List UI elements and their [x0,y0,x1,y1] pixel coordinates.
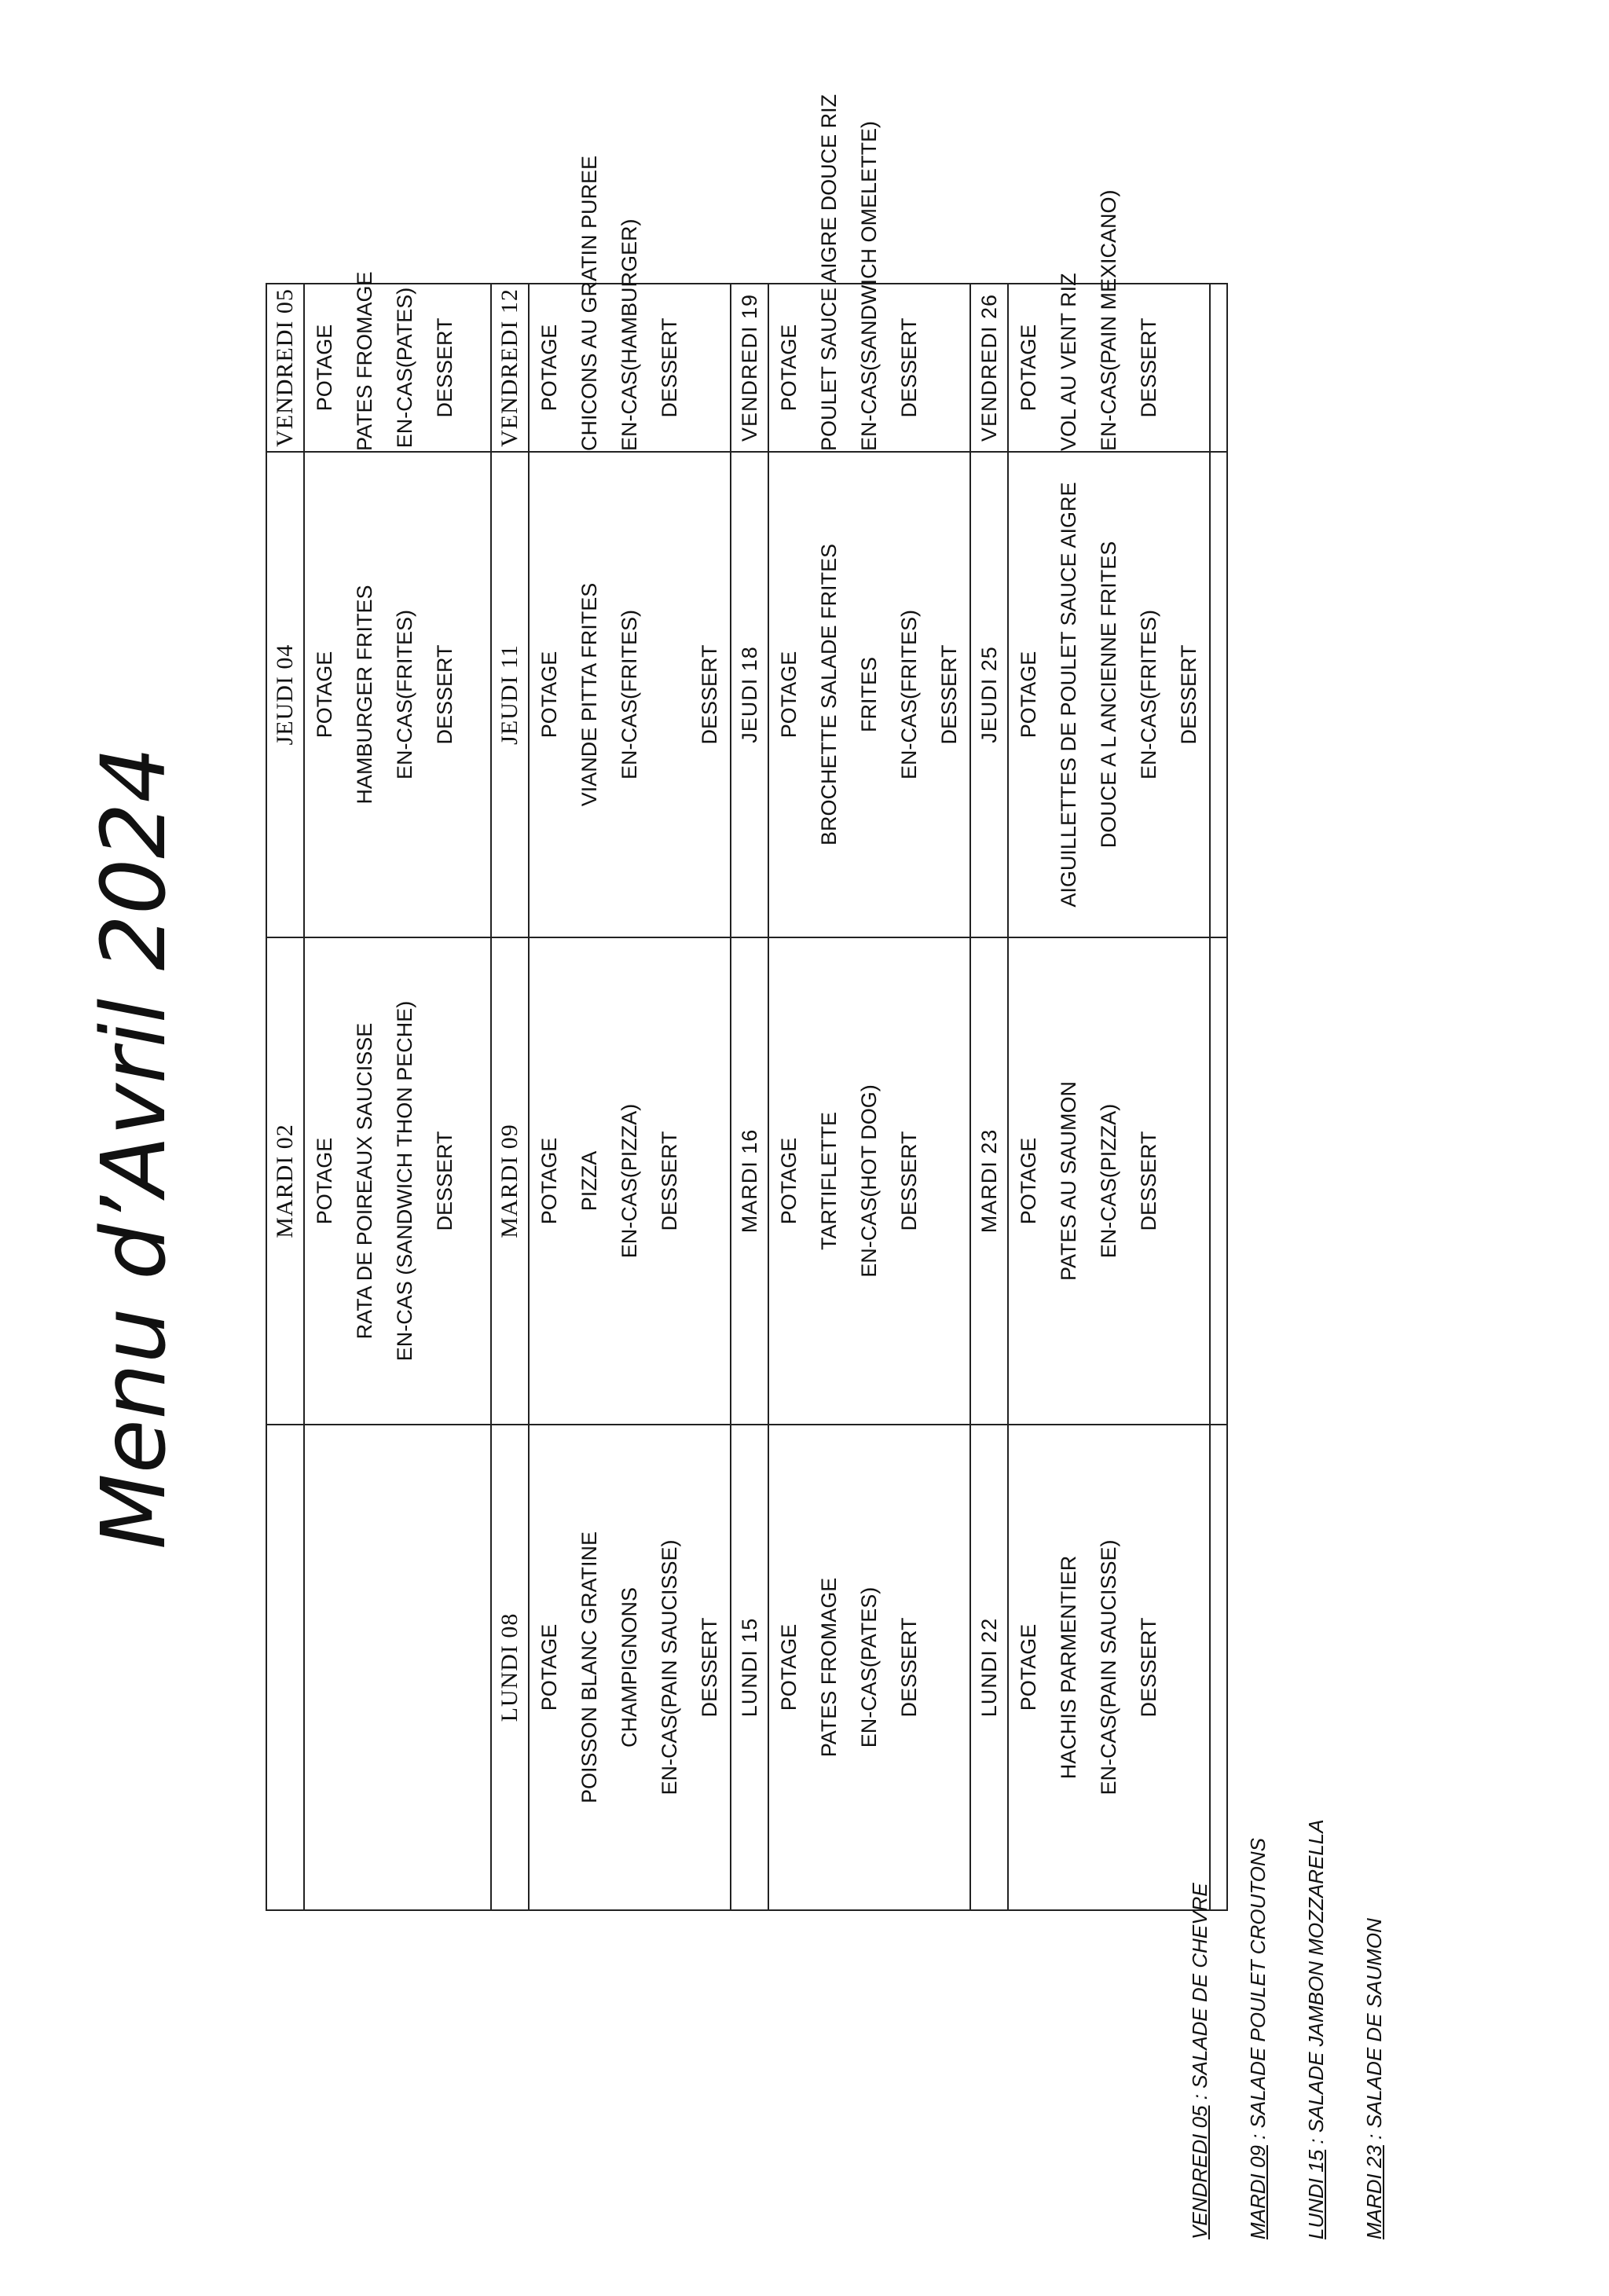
empty-cell [1210,452,1227,937]
day-label [266,1425,304,1910]
menu-item: DESSERT [897,317,921,418]
salad-note: MARDI 23 : SALADE DE SAUMON [1362,1918,1386,2239]
day-label: JEUDI 04 [266,452,304,937]
menu-item: DESSERT [1137,1131,1160,1231]
day-label: MARDI 09 [491,937,529,1425]
menu-item: POTAGE [1017,324,1040,412]
menu-item: DESSERT [1137,317,1160,418]
menu-item: DESSERT [698,1617,721,1718]
week-header-row [266,284,304,1910]
menu-item: CHICONS AU GRATIN PUREE [577,155,601,451]
menu-item: POTAGE [1017,1623,1040,1711]
week-menu-row [529,284,731,1910]
menu-item: EN-CAS(PIZZA) [618,1103,641,1259]
menu-item: EN-CAS(PAIN MEXICANO) [1097,189,1120,451]
page-title: Menu d’Avril 2024 [83,746,185,1550]
day-label: VENDREDI 26 [970,284,1008,452]
menu-item: BROCHETTE SALADE FRITES [817,543,841,846]
menu-item: EN-CAS(PATES) [857,1586,881,1748]
day-menu [304,452,491,937]
day-menu [304,1425,491,1910]
menu-item [650,453,690,937]
menu-item: TARTIFLETTE [817,1112,841,1251]
day-menu [529,1425,731,1910]
week-header-row [731,284,768,1910]
menu-item: POTAGE [537,1137,561,1225]
empty-row [1210,284,1227,1910]
day-label: MARDI 23 [970,937,1008,1425]
day-menu [768,452,970,937]
menu-item: POTAGE [777,1623,801,1711]
menu-item: EN-CAS (SANDWICH THON PECHE) [393,1000,416,1362]
salad-note: LUNDI 15 : SALADE JAMBON MOZZARELLA [1304,1819,1328,2239]
day-label: LUNDI 22 [970,1425,1008,1910]
week-menu-row [1008,284,1210,1910]
menu-item: DESSERT [897,1131,921,1231]
menu-item: PIZZA [577,1150,601,1212]
day-menu [529,452,731,937]
menu-item: POTAGE [537,324,561,412]
menu-item: DESSERT [658,317,681,418]
menu-item: HAMBURGER FRITES [353,585,376,805]
menu-item: PATES FROMAGE [353,271,376,451]
menu-item: POTAGE [313,651,336,739]
day-label: LUNDI 08 [491,1425,529,1910]
menu-item: DESSERT [658,1131,681,1231]
menu-item: POTAGE [777,324,801,412]
menu-item: EN-CAS(FRITES) [393,610,416,779]
day-label: JEUDI 18 [731,452,768,937]
menu-item: DESSERT [433,1131,456,1231]
menu-item: DESSERT [897,1617,921,1718]
menu-item: HACHIS PARMENTIER [1057,1555,1080,1780]
day-label: VENDREDI 19 [731,284,768,452]
salad-note: MARDI 09 : SALADE POULET CROUTONS [1246,1838,1270,2239]
menu-item: DOUCE A L ANCIENNE FRITES [1097,541,1120,849]
menu-item: POTAGE [777,1137,801,1225]
menu-item: VOL AU VENT RIZ [1057,273,1080,451]
menu-item: VIANDE PITTA FRITES [577,582,601,807]
menu-item: EN-CAS(FRITES) [897,610,921,779]
empty-cell [1210,284,1227,452]
menu-item: PATES AU SAUMON [1057,1080,1080,1282]
day-menu [1008,937,1210,1425]
menu-item: DESSERT [937,644,961,745]
day-label: JEUDI 25 [970,452,1008,937]
menu-table [266,94,1228,1911]
day-menu [1008,452,1210,937]
menu-item: POTAGE [313,324,336,412]
menu-item: EN-CAS(PIZZA) [1097,1103,1120,1259]
salad-notes [1171,1819,1403,2239]
menu-item: DESSERT [433,317,456,418]
menu-item: POTAGE [537,1623,561,1711]
salad-note: VENDREDI 05 : SALADE DE CHEVRE [1188,1883,1211,2239]
menu-item: EN-CAS(SANDWICH OMELETTE) [857,120,881,451]
menu-item: CHAMPIGNONS [618,1586,641,1748]
week-menu-row [304,284,491,1910]
day-label: VENDREDI 05 [266,284,304,452]
day-menu [529,937,731,1425]
menu-item: RATA DE POIREAUX SAUCISSE [353,1022,376,1340]
menu-item: EN-CAS(HOT DOG) [857,1084,881,1278]
menu-item: POISSON BLANC GRATINE [577,1531,601,1804]
menu-item: FRITES [857,657,881,733]
menu-item: EN-CAS(FRITES) [1137,610,1160,779]
menu-item: POTAGE [1017,651,1040,739]
menu-item: EN-CAS(PAIN SAUCISSE) [658,1539,681,1795]
day-menu [768,94,970,452]
day-label: MARDI 16 [731,937,768,1425]
week-header-row [491,284,529,1910]
day-label: MARDI 02 [266,937,304,1425]
day-label: LUNDI 15 [731,1425,768,1910]
day-menu [768,1425,970,1910]
menu-item: EN-CAS(PAIN SAUCISSE) [1097,1539,1120,1795]
menu-item: EN-CAS(HAMBURGER) [618,218,641,451]
menu-item: POTAGE [537,651,561,739]
day-menu [529,155,731,452]
empty-cell [1210,937,1227,1425]
menu-item: DESSERT [1177,644,1200,745]
day-menu [768,937,970,1425]
week-header-row [970,284,1008,1910]
menu-item: DESSERT [698,644,721,745]
menu-item: POTAGE [1017,1137,1040,1225]
menu-item: EN-CAS(FRITES) [618,610,641,779]
menu-item: DESSERT [433,644,456,745]
menu-item: POTAGE [777,651,801,739]
day-label: VENDREDI 12 [491,284,529,452]
day-label: JEUDI 11 [491,452,529,937]
menu-item: DESSERT [1137,1617,1160,1718]
menu-item: POULET SAUCE AIGRE DOUCE RIZ [817,94,841,451]
week-menu-row [768,284,970,1910]
menu-item: EN-CAS(PATES) [393,287,416,449]
menu-item: AIGUILLETTES DE POULET SAUCE AIGRE [1057,482,1080,908]
day-menu [304,937,491,1425]
day-menu [304,271,491,452]
menu-item: POTAGE [313,1137,336,1225]
day-menu [1008,189,1210,452]
menu-item: PATES FROMAGE [817,1577,841,1758]
